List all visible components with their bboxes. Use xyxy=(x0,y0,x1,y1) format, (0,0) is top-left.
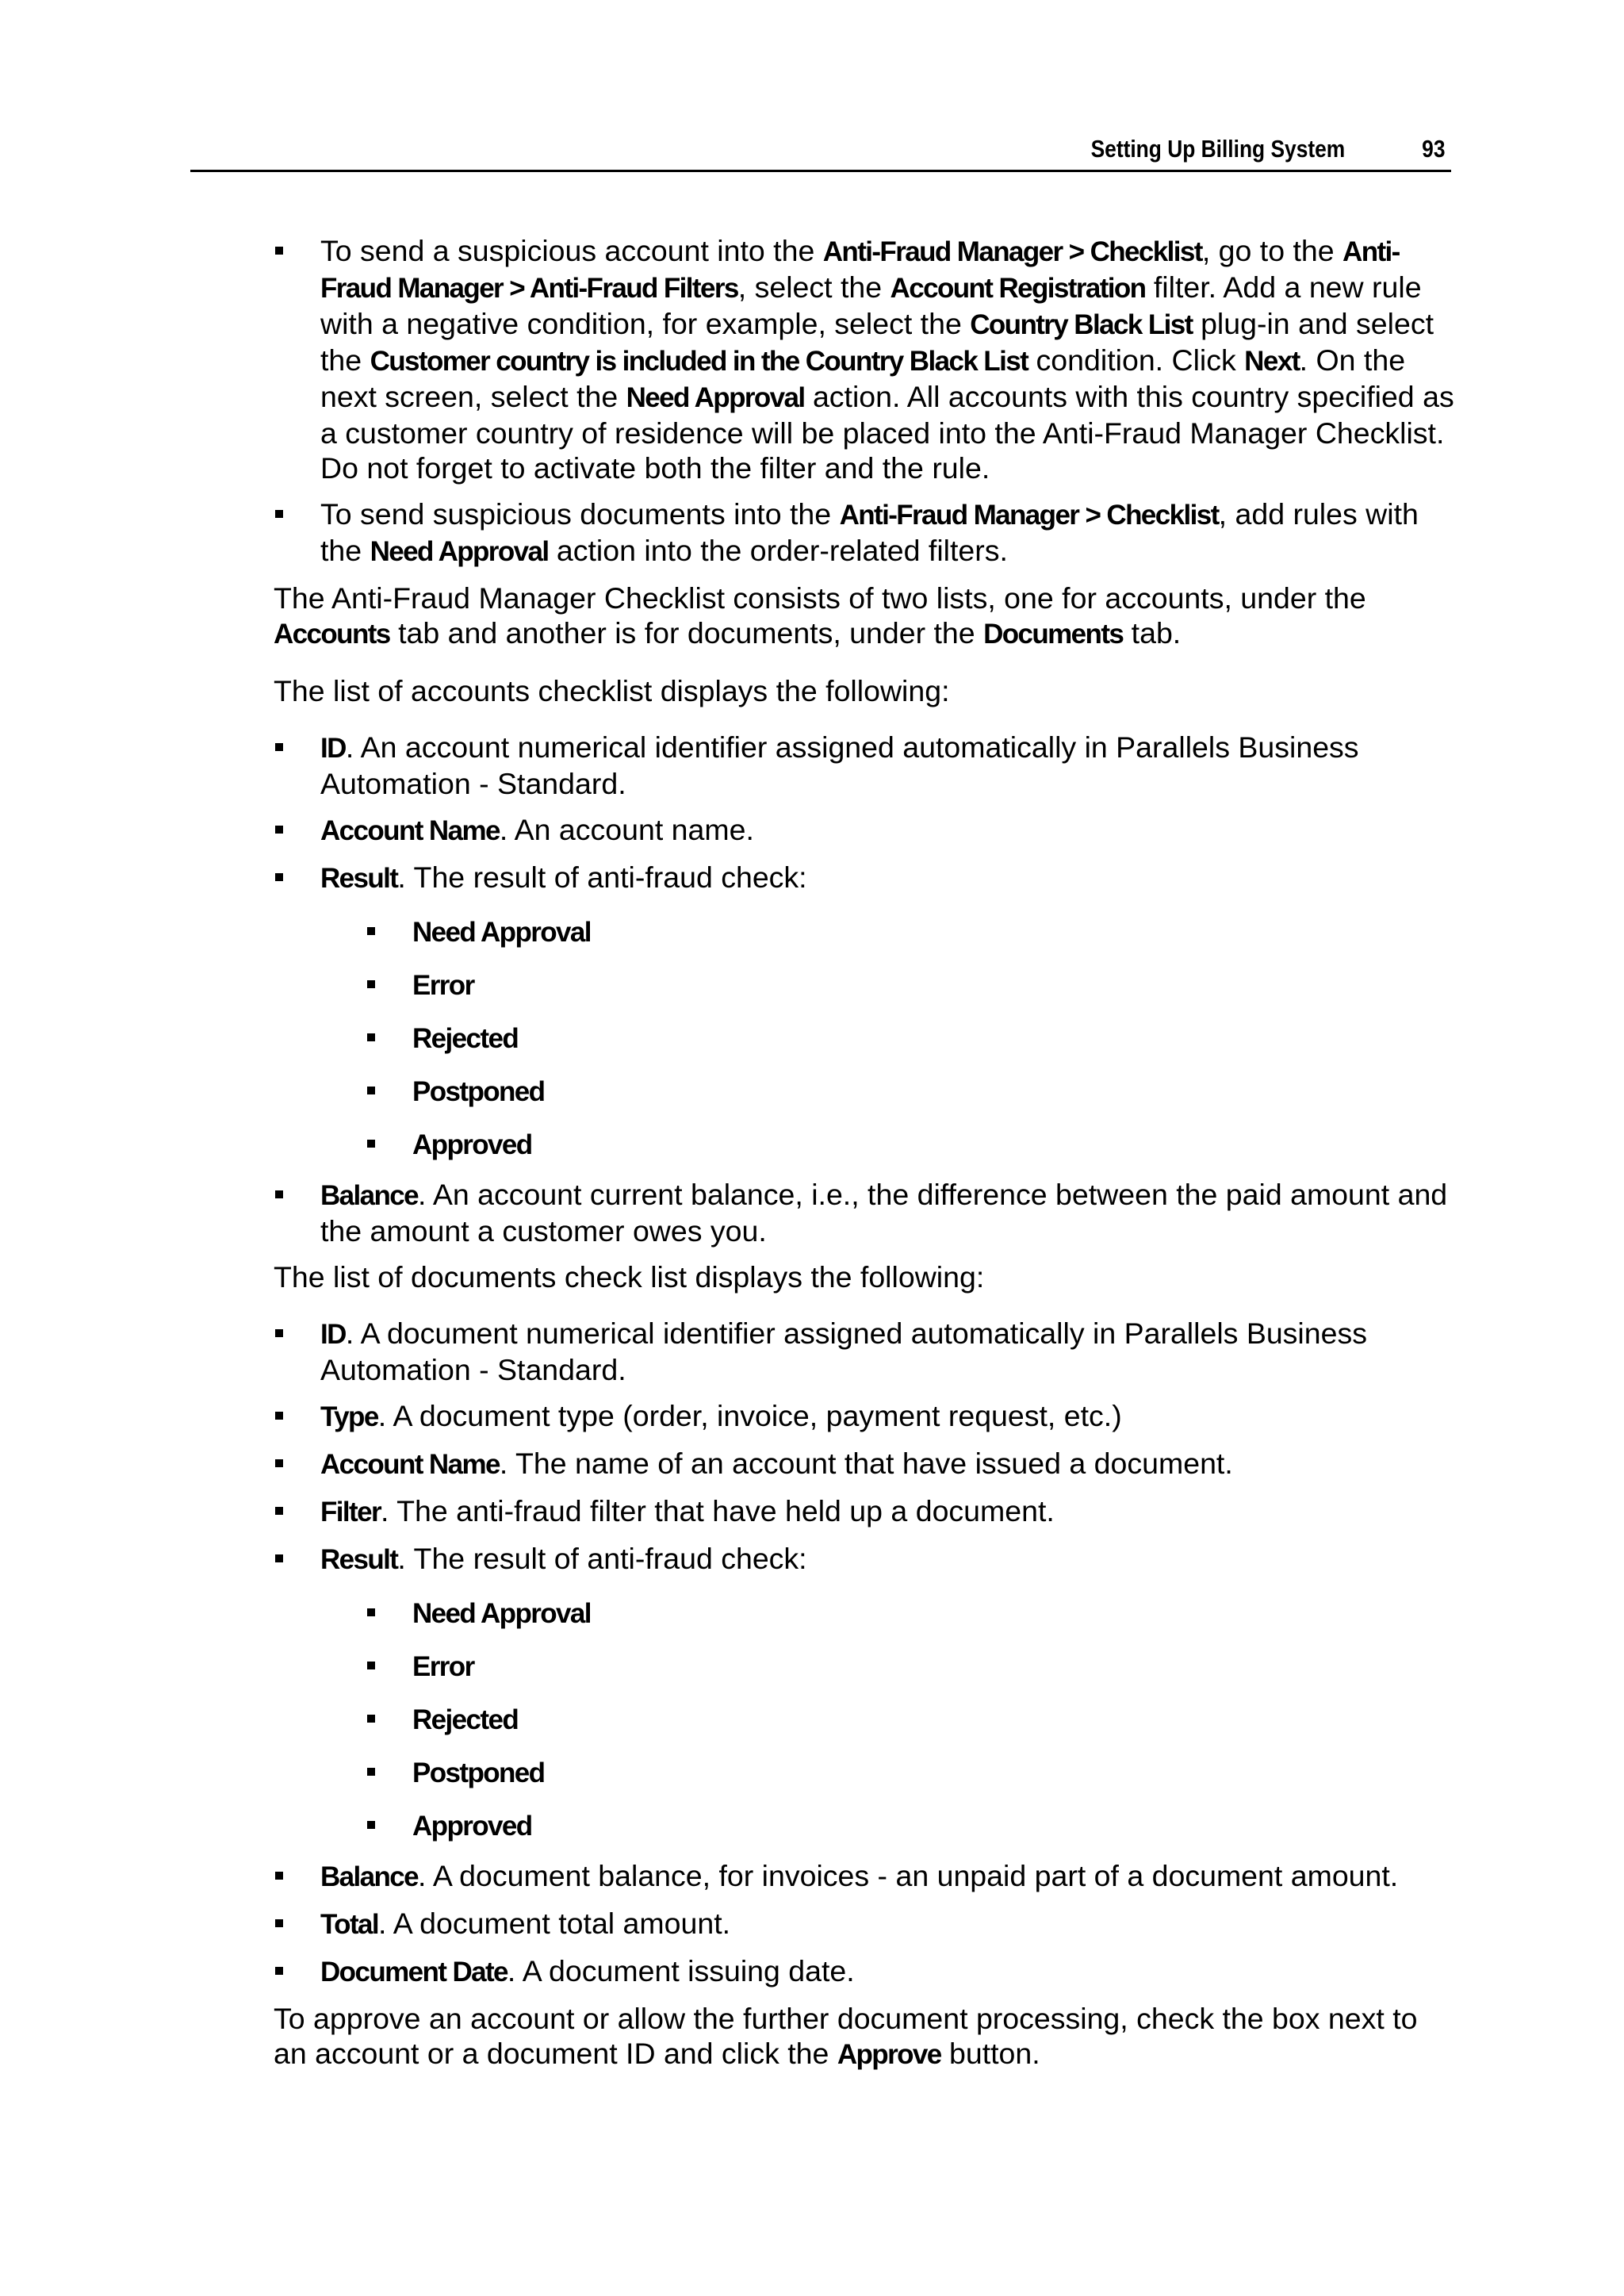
checklist-paragraph: The Anti-Fraud Manager Checklist consists of two lists, one for accounts, under the Accounts tab and another is for documents, under the Documents tab. xyxy=(274,581,1366,650)
list-item: Error xyxy=(366,1648,1455,1685)
page-content xyxy=(274,233,1455,2094)
list-item: Filter. The anti-fraud filter that have held up a document. xyxy=(274,1493,1455,1530)
intro-bullet-list xyxy=(274,233,1455,569)
list-item: Rejected xyxy=(366,1701,1455,1738)
list-item: Approved xyxy=(366,1807,1455,1844)
documents-result-list xyxy=(320,1595,1455,1844)
list-item: Type. A document type (order, invoice, payment request, etc.) xyxy=(274,1398,1455,1435)
list-item: To send a suspicious account into the Anti-Fraud Manager > Checklist, go to the Anti-Fraud Manager > Anti-Fraud Filters, select the Account Registration filter. Add a new rule with a negative condition, for example, select the Country Black List plug-in and select the Customer country is included in the Country Black List condition. Click Next. On the next screen, select the Need Approval action. All accounts with this country specified as a customer country of residence will be placed into the Anti-Fraud Manager Checklist. Do not forget to activate both the filter and the rule. xyxy=(274,233,1455,485)
accounts-intro: The list of accounts checklist displays the following: xyxy=(274,674,950,707)
list-item: ID. An account numerical identifier assigned automatically in Parallels Business Automation - Standard. xyxy=(274,730,1455,801)
page-number: 93 xyxy=(1421,135,1445,163)
list-item: Need Approval xyxy=(366,914,1455,950)
list-item: Result. The result of anti-fraud check: Need Approval Error Rejected Postponed Approved xyxy=(274,860,1455,1163)
closing-paragraph: To approve an account or allow the further document processing, check the box next to an account or a document ID and click the Approve button. xyxy=(274,2002,1418,2070)
list-item: Error xyxy=(366,967,1455,1003)
list-item: Account Name. An account name. xyxy=(274,812,1455,849)
list-item: Postponed xyxy=(366,1754,1455,1791)
list-item: Document Date. A document issuing date. xyxy=(274,1953,1455,1990)
section-title: Setting Up Billing System xyxy=(1090,135,1345,163)
list-item: ID. A document numerical identifier assigned automatically in Parallels Business Automation - Standard. xyxy=(274,1316,1455,1387)
list-item: Rejected xyxy=(366,1020,1455,1056)
list-item: Need Approval xyxy=(366,1595,1455,1631)
accounts-field-list xyxy=(274,730,1455,1248)
documents-intro: The list of documents check list displays the following: xyxy=(274,1260,985,1294)
list-item: Account Name. The name of an account that have issued a document. xyxy=(274,1446,1455,1482)
accounts-result-list xyxy=(320,914,1455,1163)
list-item: Total. A document total amount. xyxy=(274,1906,1455,1942)
list-item: Balance. A document balance, for invoices - an unpaid part of a document amount. xyxy=(274,1858,1455,1895)
list-item: Approved xyxy=(366,1126,1455,1163)
list-item: Result. The result of anti-fraud check: Need Approval Error Rejected Postponed Approved xyxy=(274,1541,1455,1844)
list-item: Postponed xyxy=(366,1073,1455,1110)
list-item: To send suspicious documents into the Anti-Fraud Manager > Checklist, add rules with the Need Approval action into the order-related filters. xyxy=(274,496,1455,569)
list-item: Balance. An account current balance, i.e., the difference between the paid amount and the amount a customer owes you. xyxy=(274,1177,1455,1248)
documents-field-list xyxy=(274,1316,1455,1990)
page-header xyxy=(190,132,1451,172)
